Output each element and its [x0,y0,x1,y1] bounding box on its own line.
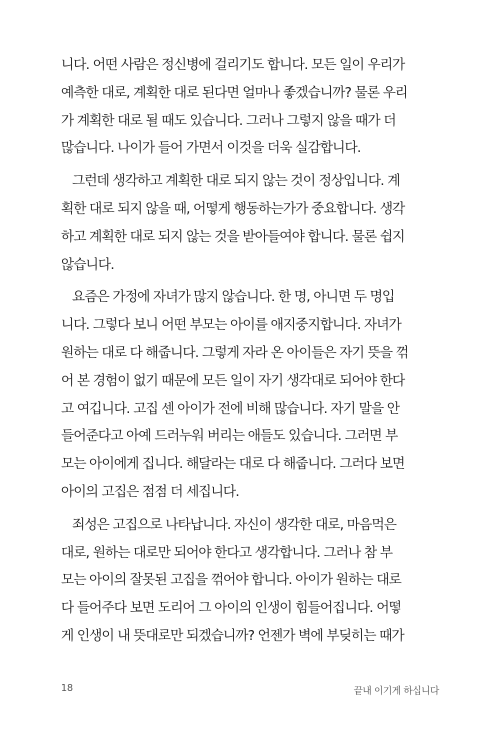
text-line: 그런데 생각하고 계획한 대로 되지 않는 것이 정상입니다. 계 [72,173,400,190]
body-text [61,52,439,651]
page-number: 18 [61,683,74,694]
text-line: 모는 아이의 잘못된 고집을 꺾어야 합니다. 아이가 원하는 대로 [61,572,401,589]
text-line: 많습니다. 나이가 들어 가면서 이것을 더욱 실감합니다. [61,140,361,157]
text-line: 요즘은 가정에 자녀가 많지 않습니다. 한 명, 아니면 두 명입 [72,289,395,306]
text-line: 대로, 원하는 대로만 되어야 한다고 생각합니다. 그러나 참 부 [61,544,393,561]
text-line: 다 들어주다 보면 도리어 그 아이의 인생이 힘들어집니다. 어떻 [61,600,401,617]
text-line: 예측한 대로, 계획한 대로 된다면 얼마나 좋겠습니까? 물론 우리 [61,84,408,101]
paragraph-1 [61,52,439,163]
text-line: 고 여깁니다. 고집 센 아이가 전에 비해 많습니다. 자기 말을 안 [61,400,400,417]
text-line: 니다. 어떤 사람은 정신병에 걸리기도 합니다. 모든 일이 우리가 [61,57,405,73]
paragraph-3 [61,284,439,506]
text-line: 하고 계획한 대로 되지 않는 것을 받아들여야 합니다. 물론 쉽지 [61,228,405,245]
text-line: 어 본 경험이 없기 때문에 모든 일이 자기 생각대로 되어야 한다 [61,372,405,389]
page-footer [61,683,439,699]
text-line: 들어준다고 아예 드러누워 버리는 애들도 있습니다. 그러면 부 [61,428,398,445]
text-line: 획한 대로 되지 않을 때, 어떻게 행동하는가가 중요합니다. 생각 [61,200,405,217]
text-line: 아이의 고집은 점점 더 세집니다. [61,483,239,500]
text-line: 죄성은 고집으로 나타납니다. 자신이 생각한 대로, 마음먹은 [72,516,397,533]
text-line: 니다. 그렇다 보니 어떤 부모는 아이를 애지중지합니다. 자녀가 [61,317,401,334]
text-line: 모는 아이에게 집니다. 해달라는 대로 다 해줍니다. 그러다 보면 [61,456,405,473]
text-line: 않습니다. [61,256,114,273]
paragraph-4 [61,512,439,651]
paragraph-2 [61,168,439,279]
text-line: 원하는 대로 다 해줍니다. 그렇게 자라 온 아이들은 자기 뜻을 꺾 [61,344,409,361]
text-line: 가 계획한 대로 될 때도 있습니다. 그러나 그렇지 않을 때가 더 [61,112,396,129]
running-title: 끝내 이기게 하십니다 [353,686,439,697]
text-line: 게 인생이 내 뜻대로만 되겠습니까? 언젠가 벽에 부딪히는 때가 [61,627,404,644]
